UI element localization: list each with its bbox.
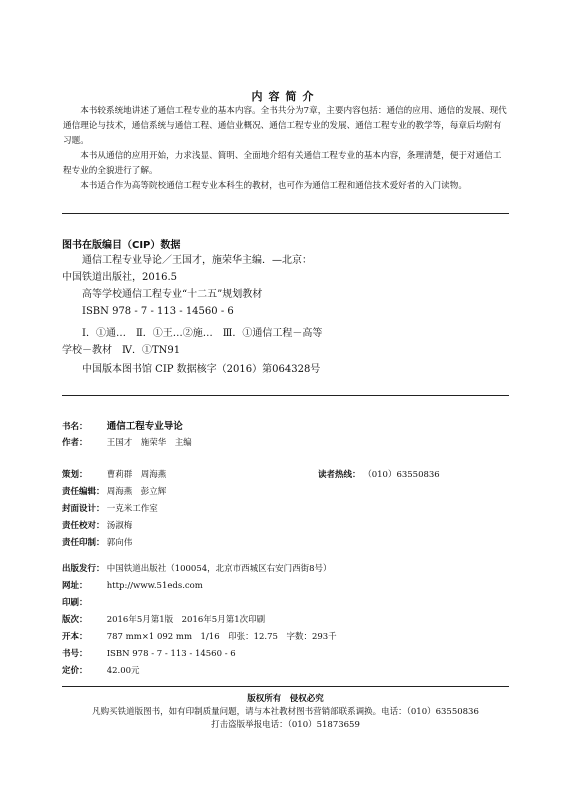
intro-text-1: 本书较系统地讲述了通信工程专业的基本内容。全书共分为7章，主要内容包括：通信的应用、通信的发展、现代通信理论与技术，通信系统与通信工程、通信业概况、通信工程专业的发展、通信工程专业的教学等，每章后均附有习题。 [63,106,507,146]
planner-row [62,468,166,480]
intro-paragraph-2 [63,149,508,179]
cip-line-1: 通信工程专业导论／王国才，施荣华主编．—北京： [82,255,312,266]
site-row [62,579,203,591]
book-author-label: 作者： [62,438,88,448]
isbn-label: 书号： [62,649,88,659]
book-author: 王国才 施荣华 主编 [106,438,192,448]
publisher-label: 出版发行： [62,564,105,574]
editor-label: 责任编辑： [62,487,105,497]
edition: 2016年5月第1版 2016年5月第1次印刷 [106,615,266,625]
cip-heading: 图书在版编目（CIP）数据 [62,240,181,251]
hotline-label: 读者热线： [318,470,361,480]
cip-line-2: 中国铁道出版社，2016.5 [62,272,177,283]
publisher-row [62,562,332,574]
price-row [62,664,140,676]
rights-line-2: 打击盗版举报电话：（010）51873659 [211,720,360,730]
format-row [62,630,337,642]
printer-label: 印刷： [62,598,88,608]
planner-label: 策划： [62,470,88,480]
site-label: 网址： [62,581,88,591]
book-author-row [62,436,192,448]
print-manager: 郭向伟 [106,538,133,548]
print-row [62,536,132,548]
publisher: 中国铁道出版社（100054，北京市西城区右安门西街8号） [106,564,332,574]
book-title: 通信工程专业导论 [106,421,183,432]
intro-text-3: 本书适合作为高等院校通信工程专业本科生的教材，也可作为通信工程和通信技术爱好者的入门读物。 [80,181,467,191]
proofreader: 汤淑梅 [106,521,133,531]
proof-label: 责任校对： [62,521,105,531]
intro-paragraph-1 [63,104,508,149]
rights-heading: 版权所有 侵权必究 [247,694,324,704]
cip-line-5: Ⅰ．①通… Ⅱ．①王…②施… Ⅲ．①通信工程－高等 [82,328,323,339]
rights-line-1: 凡购买铁道版图书，如有印制质量问题，请与本社教材图书营销部联系调换。电话：（010）63550836 [92,707,479,717]
intro-title: 内容简介 [251,90,320,103]
cover-designer: 一克米工作室 [106,504,158,514]
print-label: 责任印制： [62,538,105,548]
price-label: 定价： [62,666,88,676]
hotline-row [318,468,440,480]
intro-paragraph-3 [63,179,508,194]
format-label: 开本： [62,632,88,642]
editor: 周海燕 彭立辉 [106,487,167,497]
planner: 曹莉群 周海燕 [106,470,167,480]
isbn: ISBN 978 - 7 - 113 - 14560 - 6 [106,649,236,659]
editor-row [62,485,166,497]
isbn-row [62,647,236,659]
divider-bottom [62,686,509,687]
printer-row [62,596,104,608]
cover-label: 封面设计： [62,504,105,514]
format: 787 mm×1 092 mm 1/16 印张：12.75 字数：293千 [106,632,337,642]
cip-line-7: 中国版本图书馆 CIP 数据核字（2016）第064328号 [82,364,321,375]
intro-text-2: 本书从通信的应用开始，力求浅显、简明、全面地介绍有关通信工程专业的基本内容，条理清楚，便于对通信工程专业的全貌进行了解。 [63,151,502,176]
price: 42.00元 [106,666,140,676]
cover-row [62,502,158,514]
book-title-label: 书名： [62,422,88,432]
divider-middle [62,395,509,396]
rights-block [0,693,571,732]
website: http://www.51eds.com [106,581,203,591]
cip-line-3: 高等学校通信工程专业“十二五”规划教材 [82,289,263,300]
hotline: （010）63550836 [363,470,440,480]
cip-line-6: 学校－教材 Ⅳ．①TN91 [62,345,181,356]
edition-label: 版次： [62,615,88,625]
proof-row [62,519,132,531]
cip-line-4: ISBN 978 - 7 - 113 - 14560 - 6 [82,306,234,317]
edition-row [62,613,265,625]
book-title-row [62,418,183,432]
divider-top [62,213,509,214]
